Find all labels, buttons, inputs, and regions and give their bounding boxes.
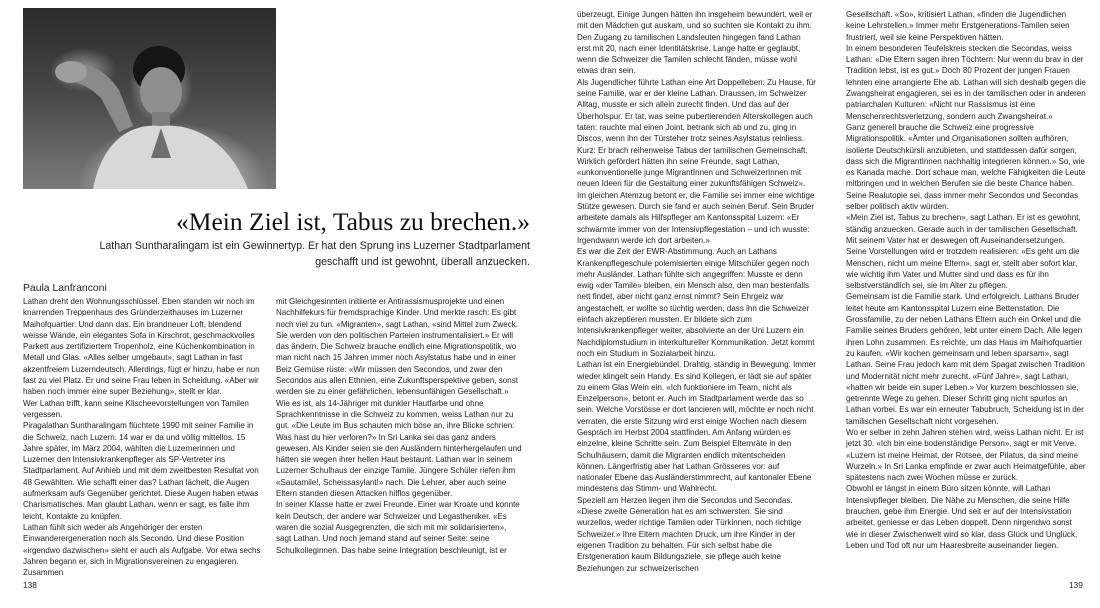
portrait-photo	[23, 8, 276, 189]
paragraph: Obwohl er längst in einem Büro sitzen könnte, will Lathan Intensivpfleger bleiben. Die Nähe zu Menschen, die seine Hilfe brauchen, gebe ihm Energie. Und seit er auf der Intensivstation arbeitet, geniesse er das Leben doppelt. Denn nirgendwo sonst wie in dieser Zwischenwelt wird so klar, dass Glück und Unglück, Leben und Tod oft nur um Haaresbreite auseinander liegen.	[846, 484, 1078, 550]
page-number-left: 138	[23, 580, 37, 590]
article-author: Paula Lanfranconi	[23, 283, 107, 294]
article-lede: Lathan Suntharalingam ist ein Gewinnertyp. Er hat den Sprung ins Luzerner Stadtparlament geschafft und ist gewohnt, überall anzuecken.	[99, 240, 530, 268]
text-column-2	[276, 296, 522, 556]
article-headline: «Mein Ziel ist, Tabus zu brechen.»	[176, 207, 530, 236]
paragraph: Gesellschaft. «So», kritisiert Lathan, «finden die Jugendlichen keine Lehrstellen.» Immer mehr Erstgenerations-Tamilen seien frustriert, weil sie keine Perspektiven hätten.	[846, 10, 1070, 42]
paragraph: In einem besonderen Teufelskreis stecken die Secondas, weiss Lathan: «Die Eltern sagen ihren Töchtern: Nur wenn du brav in der Tradition lebst, ist es gut.» Doch 80 Prozent der jungen Frauen lehnten eine arrangierte Ehe ab. Lathan will sich deshalb gegen die Zwangsheirat engagieren, sei es in der tamilischen oder in anderen patriarchalen Kulturen: «Nicht nur Rassismus ist eine Menschenrechtsverletzung, sondern auch Zwangsheirat.»	[846, 43, 1086, 121]
text-column-4	[846, 9, 1086, 551]
paragraph: Lathan ist ein Energiebündel. Drahtig, ständig in Bewegung. Immer wieder klingelt sein Handy. Es sind Kollegen, er lädt sie auf später zu einem Glas Wein ein. «Ich funktioniere im Team, nicht als Einzelperson», betont er. Auch im Stadtparlament werde das so sein. Welche Vorstösse er dort lancieren will, möchte er noch nicht verraten, die erste Sitzung wird erst einige Wochen nach diesem Gespräch im Herbst 2004 stattfinden. Am Anfang würden es einzelne, kleine Schritte sein. Zum Beispiel Elternräte in den Schulhäusern, damit die Migranten endlich mitentscheiden können. Längerfristig aber hat Lathan Grösseres vor: auf nationaler Ebene das Ausländerstimmrecht, auf kantonaler Ebene mindestens das Stimm- und Wahlrecht.	[577, 360, 816, 494]
text-column-1	[23, 296, 261, 578]
paragraph: Wer Lathan trifft, kann seine Klischeevorstellungen von Tamilen vergessen.	[23, 398, 249, 419]
paragraph: Es war die Zeit der EWR-Abstimmung. Auch an Lathans Krankenpflegeschule polemisierten einige Mitschüler gegen noch mehr Ausländer. Lathan fühlte sich angegriffen: Musste er denn ewig «der Tamile» bleiben, ein Mensch also, den man bestenfalls nett findet, aber nicht ganz ernst nimmt? Sein Ehrgeiz war angestachelt, er wollte so tüchtig werden, dass ihn die Schweizer einfach akzeptieren mussten. Er bildete sich zum Intensivkrankenpfleger weiter, absolvierte an der Uni Luzern ein Nachdiplomstudium in interkultureller Kommunikation. Jetzt kommt noch ein Studium in Sozialarbeit hinzu.	[577, 247, 815, 358]
paragraph: Speziell am Herzen liegen ihm die Secondos und Secondas. «Diese zweite Generation hat es am schwersten. Sie sind wurzellos, weder richtige Tamilen oder Türkinnen, noch richtige Schweizer.» Ihre Eltern machten Druck, um ihre Kinder in der eigenen Tradition zu behalten. Für sich selbst habe die Erstgeneration kaum Bildungsziele, sie pflege auch keine Beziehungen zur schweizerischen	[577, 495, 802, 573]
page-number-right: 139	[1069, 580, 1083, 590]
paragraph: Wie es ist, als 14-Jähriger mit dunkler Hautfarbe und ohne Sprachkenntnisse in die Schweiz zu kommen, weiss Lathan nur zu gut. «Die Leute im Bus schauten mich böse an, ihre Blicke schrien: Was hast du hier verloren?» In Sri Lanka sei das ganz anders gewesen. Als Kinder seien sie den Ausländern hinterhergelaufen und hätten sie wegen ihrer hellen Haut bestaunt. Lathan war in seinem Luzerner Schulhaus der einzige Tamile. Jüngere Schüler riefen ihm «Sautamile!, Scheissasylant!» nach. Die Lehrer, aber auch seine Eltern standen diesen Attacken hilflos gegenüber.	[276, 398, 522, 499]
paragraph: In seiner Klasse hatte er zwei Freunde. Einer war Kroate und konnte kein Deutsch, der andere war Schweizer und Legastheniker. «Es waren die sozial Ausgegrenzten, die sich mit mir solidarisierten», sagt Lathan. Und noch jemand stand auf seiner Seite: seine Schulkolleginnen. Das habe seine Integration beschleunigt, ist er	[276, 500, 520, 555]
right-page	[550, 0, 1100, 608]
paragraph: Als Jugendlicher führte Lathan eine Art Doppelleben: Zu Hause, für seine Familie, war er der kleine Lathan. Draussen, im Schweizer Alltag, musste er sich allein zurecht finden. Und das auf der Überholspur. Er tat, was seine pubertierenden Alterskollegen auch taten: rauchte mal einen Joint, betrank sich ab und zu, ging in Discos, wenn ihn der Türsteher trotz seines Asylstatus reinliess. Kurz: Er brach reihenweise Tabus der tamilischen Gemeinschaft.	[577, 77, 816, 155]
paragraph: Lathan fühlt sich weder als Angehöriger der ersten Einwanderergeneration noch als Secondo. Und diese Position «irgendwo dazwischen» sieht er auch als Aufgabe. Vor etwa sechs Jahren begann er, sich in Migrationsvereinen zu engagieren. Zusammen	[23, 522, 261, 578]
paragraph: Ganz generell brauche die Schweiz eine progressive Migrationspolitik. «Ämter und Organisationen sollten aufhören, isolierte Deutschkürsli anzubieten, und stattdessen dafür sorgen, dass sich die MigrantInnen nachhaltig integrieren können.» So, wie es Kanada mache. Dort schaue man, welche Fähigkeiten die Leute mitbringen und in welchen Berufen sie die beste Chance haben. Seine Realutopie sei, dass immer mehr Secondos und Secondas selber politisch aktiv würden.	[846, 122, 1086, 212]
paragraph: Piragalathan Suntharalingam flüchtete 1990 mit seiner Familie in die Schweiz, nach Luzern. 14 war er da und völlig mittellos. 15 Jahre später, im März 2004, wählten die Luzernerinnen und Luzerner den Intensivkrankenpfleger als SP-Vertreter ins Stadtparlament. Auf Anhieb und mit dem zweitbesten Resultat von 48 Gewählten. Wie schafft einer das? Lathan lächelt, die Augen aufmerksam aufs Gegenüber gerichtet. Diese Augen haben etwas Charismatisches. Man glaubt Lathan, wenn er sagt, es falle ihm leicht, Kontakte zu knüpfen.	[23, 421, 259, 521]
paragraph: Wo er selber in zehn Jahren stehen wird, weiss Lathan nicht. Er ist jetzt 30. «Ich bin eine bodenständige Person», sagt er mit Verve. «Luzern ist meine Heimat, der Rotsee, der Pilatus, da sind meine Wurzeln.» In Sri Lanka empfinde er zwar auch Heimatgefühle, aber spätestens nach zwei Wochen müsse er zurück.	[846, 427, 1086, 483]
paragraph: überzeugt. Einige Jungen hätten ihn insgeheim bewundert, weil er mit den Mädchen gut auskam, und so suchten sie Kontakt zu ihm. Den Zugang zu tamilischen Landsleuten hingegen fand Lathan erst mit 20, nach einer Identitätskrise. Lange hatte er geglaubt, wenn die Schweizer die Tamilen schlecht fänden, müsse wohl etwas dran sein.	[577, 10, 813, 76]
text-column-3	[577, 9, 816, 574]
portrait-figure	[23, 8, 276, 189]
paragraph: Lathan dreht den Wohnungsschlüssel. Eben standen wir noch im knarrenden Treppenhaus des Gründerzeithauses im Luzerner Maihofquartier. Und dann das. Ein brandneuer Loft, blendend weisse Wände, ein elegantes Sofa in Kirschrot, geschmackvolles Parkett aus zertifiziertem Tropenholz, eine Küchenkombination in Metall und Glas. «Alles selber umgebaut», sagt Lathan in fast akzentfreiem Luzerndeutsch. Allerdings, fügt er hinzu, habe er nun fast zu viel Platz. Er und seine Frau leben in Scheidung. «Aber wir haben noch immer eine super Beziehung», stellt er klar.	[23, 297, 260, 397]
paragraph: Gemeinsam ist die Familie stark. Und erfolgreich. Lathans Bruder leitet heute am Kantonsspital Luzern eine Bettenstation. Die Grossfamilie, zu der neben Lathans Eltern auch ein Onkel und die Familie seines Bruders gehören, lebt unter einem Dach. Alle legen ihren Lohn zusammen. Es reichte, um das Haus im Maihofquartier zu kaufen. «Wir kochen gemeinsam und leben sparsam», sagt Lathan. Seine Frau jedoch kam mit dem Spagat zwischen Tradition und Modernität nicht mehr zurecht. «Fünf Jahre», sagt Lathan, «hatten wir beide ein super Leben.» Vor kurzem beschlossen sie, getrennte Wege zu gehen. Dieser Schritt ging nicht spurlos an Lathan vorbei. Es war ein erneuter Tabubruch, Scheidung ist in der tamilischen Gesellschaft nicht vorgesehen.	[846, 292, 1085, 426]
paragraph: mit Gleichgesinnten initiierte er Antirassismusprojekte und einen Nachhilfekurs für fremdsprachige Kinder. Und merkte rasch: Es gibt noch viel zu tun. «Migranten», sagt Lathan, «sind Mittel zum Zweck. Sie werden von den politischen Parteien instrumentalisiert.» Er will das ändern. Die Schweiz brauche endlich eine Migrationspolitik, wo man nicht nach 15 Jahren immer noch Asylstatus habe und in einer Beiz Gemüse rüste: «Wir müssen den Secondos, und zwar den Secondos aus allen Ethnien, eine Zukunftsperspektive geben, sonst werden sie zu einer gefährlichen, lebensunfähigen Gesellschaft.»	[276, 297, 519, 397]
paragraph: Wirklich gefördert hätten ihn seine Freunde, sagt Lathan, «unkonventionelle junge MigrantInnen und SchweizerInnen mit neuen Ideen für die Gestaltung einer zukunftsfähigen Schweiz». Im gleichen Atemzug betont er, die Familie sei immer eine wichtige Stütze gewesen. Durch sie fand er auch seinen Beruf. Sein Bruder arbeitete damals als Hilfspfleger am Kantonsspital Luzern: «Er schwärmte immer von der Intensivpflegestation – und ich wusste: Irgendwann werde ich dort arbeiten.»	[577, 156, 815, 245]
paragraph: «Mein Ziel ist, Tabus zu brechen», sagt Lathan. Er ist es gewohnt, ständig anzuecken. Gerade auch in der tamilischen Gesellschaft. Mit seinem Vater hat er deswegen oft Auseinandersetzungen. Seine Vorstellungen wird er trotzdem realisieren: «Es geht um die Menschen, nicht um meine Eltern», sagt er, stellt aber sofort klar, wie wichtig ihm Vater und Mutter sind und dass es für ihn selbstverständlich sei, sie im Alter zu pflegen.	[846, 213, 1081, 291]
